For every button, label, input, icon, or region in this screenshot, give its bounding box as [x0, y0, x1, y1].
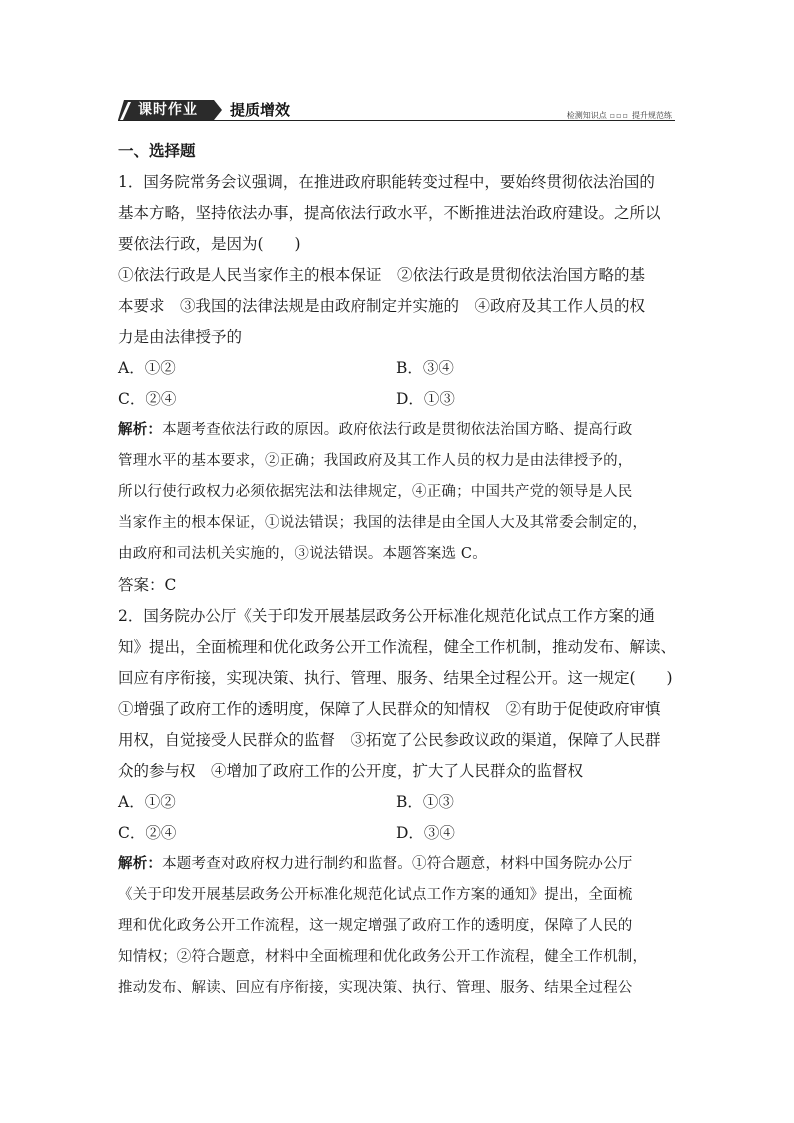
header-right-right: 提升规范练 [632, 111, 672, 120]
q2-option-d: D．③④ [396, 824, 455, 842]
header-subtitle: 提质增效 [230, 101, 291, 119]
q1-line: 基本方略，坚持依法办事，提高依法行政水平，不断推进法治政府建设。之所以 [118, 204, 661, 222]
q1-line: 力是由法律授予的 [118, 328, 243, 346]
q1-explanation-text: 本题考查依法行政的原因。政府依法行政是贯彻依法治国方略、提高行政 [162, 422, 633, 438]
q1-options-row [118, 384, 678, 415]
q2-explanation-line [118, 849, 678, 880]
q2-options-row [118, 787, 678, 818]
q1-line: 本要求 ③我国的法律法规是由政府制定并实施的 ④政府及其工作人员的权 [118, 297, 646, 315]
q2-explanation-label: 解析： [118, 856, 163, 872]
question-1 [118, 167, 678, 601]
q1-explanation-line: 当家作主的根本保证，①说法错误；我国的法律是由全国人大及其常委会制定的， [118, 515, 648, 531]
q1-option-d: D．①③ [396, 390, 455, 408]
q2-option-a: A．①② [118, 793, 176, 811]
q1-line: 要依法行政，是因为( ) [118, 235, 301, 253]
q2-line: 回应有序衔接，实现决策、执行、管理、服务、结果全过程公开。这一规定( ) [118, 669, 673, 687]
q2-line: 众的参与权 ④增加了政府工作的公开度，扩大了人民群众的监督权 [118, 762, 584, 780]
header-badge [118, 100, 222, 120]
q1-option-b: B．③④ [396, 359, 454, 377]
q2-explanation-line: 知情权；②符合题意，材料中全面梳理和优化政务公开工作流程，健全工作机制， [118, 949, 648, 965]
question-2 [118, 601, 678, 1004]
q2-options-row [118, 818, 678, 849]
header-badge-text: 课时作业 [138, 102, 198, 118]
q1-option-c: C．②④ [118, 390, 177, 408]
q1-options-row [118, 353, 678, 384]
header-right-left: 检测知识点 [566, 111, 607, 120]
q2-explanation-text: 本题考查对政府权力进行制约和监督。①符合题意，材料中国务院办公厅 [162, 856, 633, 872]
q2-line: 知》提出，全面梳理和优化政务公开工作流程，健全工作机制，推动发布、解读、 [118, 638, 677, 656]
q1-line: 1．国务院常务会议强调，在推进政府职能转变过程中，要始终贯彻依法治国的 [118, 173, 655, 191]
q2-explanation-line: 推动发布、解读、回应有序衔接，实现决策、执行、管理、服务、结果全过程公 [118, 980, 633, 996]
q1-answer: 答案：C [118, 576, 177, 594]
q1-explanation-line: 管理水平的基本要求，②正确；我国政府及其工作人员的权力是由法律授予的， [118, 453, 633, 469]
q2-option-c: C．②④ [118, 824, 177, 842]
content [118, 136, 678, 1004]
q1-line: ①依法行政是人民当家作主的根本保证 ②依法行政是贯彻依法治国方略的基 [118, 266, 646, 284]
q2-explanation-line: 《关于印发开展基层政务公开标准化规范化试点工作方案的通知》提出，全面梳 [118, 887, 633, 903]
q1-option-a: A．①② [118, 359, 176, 377]
q1-explanation-line [118, 415, 678, 446]
q2-option-b: B．①③ [396, 793, 454, 811]
q1-explanation-line: 由政府和司法机关实施的，③说法错误。本题答案选 C。 [118, 546, 487, 562]
header-dots: ▫▫▫ [609, 111, 629, 120]
q2-line: ①增强了政府工作的透明度，保障了人民群众的知情权 ②有助于促使政府审慎 [118, 700, 661, 718]
q1-explanation-label: 解析： [118, 422, 163, 438]
section-title: 一、选择题 [118, 142, 196, 160]
q1-explanation-line: 所以行使行政权力必须依据宪法和法律规定，④正确；中国共产党的领导是人民 [118, 484, 633, 500]
header-rule [118, 120, 675, 121]
q2-line: 用权，自觉接受人民群众的监督 ③拓宽了公民参政议政的渠道，保障了人民群 [118, 731, 661, 749]
q2-line: 2．国务院办公厅《关于印发开展基层政务公开标准化规范化试点工作方案的通 [118, 607, 655, 625]
q2-explanation-line: 理和优化政务公开工作流程，这一规定增强了政府工作的透明度，保障了人民的 [118, 918, 633, 934]
